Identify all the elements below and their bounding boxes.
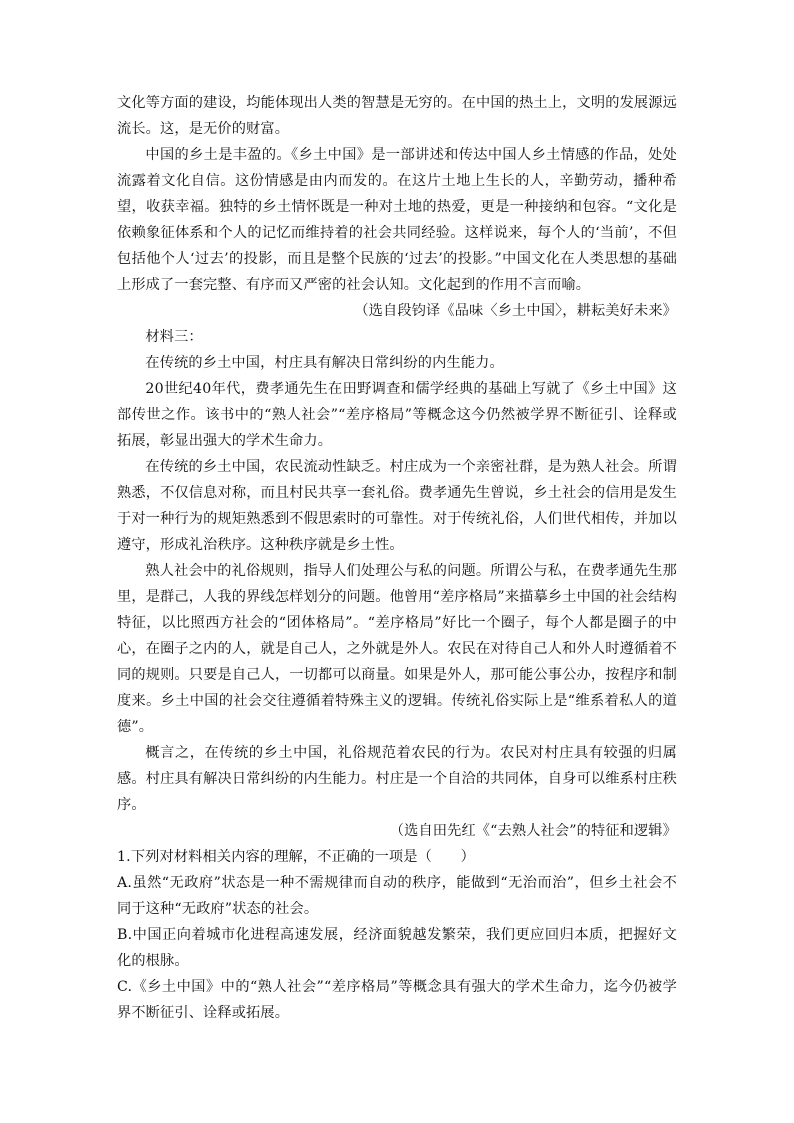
material2-paragraph-continued: 文化等方面的建设，均能体现出人类的智慧是无穷的。在中国的热土上，文明的发展源远流长。这，是无价的财富。 [117, 95, 677, 137]
question-1-option-c: C.《乡土中国》中的“熟人社会”“差序格局”等概念具有强大的学术生命力，迄今仍被学界不断征引、诠释或拓展。 [117, 979, 677, 1021]
question-1-option-b: B.中国正向着城市化进程高速发展，经济面貌越发繁荣，我们更应回归本质，把握好文化的根脉。 [117, 927, 677, 969]
material3-paragraph-4: 熟人社会中的礼俗规则，指导人们处理公与私的问题。所谓公与私，在费孝通先生那里，是群己，人我的界线怎样划分的问题。他曾用“差序格局”来描摹乡土中国的社会结构特征，以比照西方社会的“团体格局”。“差序格局”好比一个圈子，每个人都是圈子的中心，在圈子之内的人，就是自己人，之外就是外人。农民在对待自己人和外人时遵循着不同的规则。只要是自己人，一切都可以商量。如果是外人，那可能公事公办，按程序和制度来。乡土中国的社会交往遵循着特殊主义的逻辑。传统礼俗实际上是“维系着私人的道德”。 [117, 563, 677, 735]
material3-source-citation: （选自田先红《“去熟人社会”的特征和逻辑》 [389, 823, 677, 839]
material2-source-citation: （选自段钧译《品味〈乡土中国〉，耕耘美好未来》 [354, 303, 677, 319]
material3-heading: 材料三： [145, 329, 203, 345]
question-1-option-a: A.虽然“无政府”状态是一种不需规律而自动的秩序，能做到“无治而治”，但乡土社会不同于这种“无政府”状态的社会。 [117, 875, 677, 917]
document-body [117, 90, 677, 1026]
question-1-stem: 1.下列对材料相关内容的理解，不正确的一项是（ ） [117, 849, 475, 865]
material3-paragraph-5: 概言之，在传统的乡土中国，礼俗规范着农民的行为。农民对村庄具有较强的归属感。村庄具有解决日常纠纷的内生能力。村庄是一个自洽的共同体，自身可以维系村庄秩序。 [117, 745, 677, 813]
material3-paragraph-3: 在传统的乡土中国，农民流动性缺乏。村庄成为一个亲密社群，是为熟人社会。所谓熟悉，不仅信息对称，而且村民共享一套礼俗。费孝通先生曾说，乡土社会的信用是发生于对一种行为的规矩熟悉到不假思索时的可靠性。对于传统礼俗，人们世代相传，并加以遵守，形成礼治秩序。这种秩序就是乡土性。 [117, 459, 677, 553]
material3-paragraph-2: 20世纪40年代，费孝通先生在田野调查和儒学经典的基础上写就了《乡土中国》这部传世之作。该书中的“熟人社会”“差序格局”等概念这今仍然被学界不断征引、诠释或拓展，彰显出强大的学术生命力。 [117, 381, 677, 449]
material3-paragraph-1: 在传统的乡土中国，村庄具有解决日常纠纷的内生能力。 [145, 355, 504, 371]
material2-paragraph: 中国的乡土是丰盈的。《乡土中国》是一部讲述和传达中国人乡土情感的作品，处处流露着文化自信。这份情感是由内而发的。在这片土地上生长的人，辛勤劳动，播种希望，收获幸福。独特的乡土情怀既是一种对土地的热爱，更是一种接纳和包容。“文化是依赖象征体系和个人的记忆而维持着的社会共同经验。这样说来，每个人的‘当前’，不但包括他个人‘过去’的投影，而且是整个民族的‘过去’的投影。”中国文化在人类思想的基础上形成了一套完整、有序而又严密的社会认知。文化起到的作用不言而喻。 [117, 147, 677, 293]
